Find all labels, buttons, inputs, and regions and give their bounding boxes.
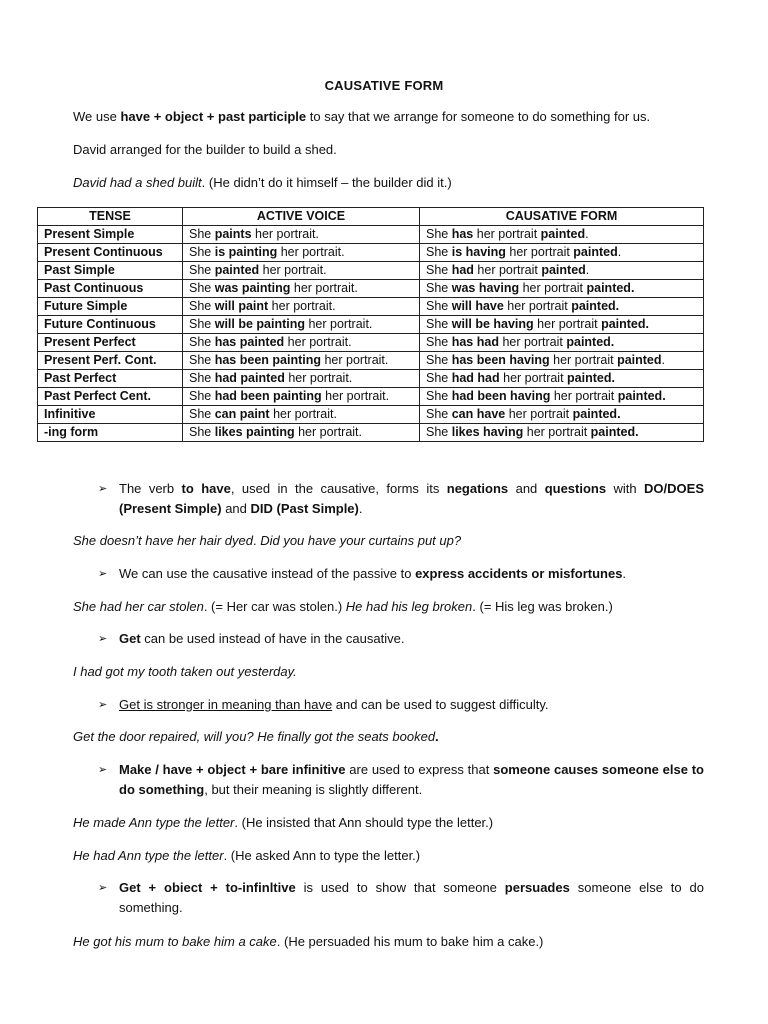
tense-cell: Present Simple — [38, 226, 183, 244]
causative-form-cell: She can have her portrait painted. — [420, 406, 704, 424]
arrow-bullet-icon: ➢ — [98, 699, 108, 711]
active-voice-cell: She will paint her portrait. — [183, 298, 420, 316]
active-voice-cell: She was painting her portrait. — [183, 280, 420, 298]
active-voice-cell: She has painted her portrait. — [183, 334, 420, 352]
table-row — [38, 316, 704, 334]
bullet-text: Make / have + object + bare infinitive are used to express that someone causes someone else to do something, but their meaning is slightly different. — [119, 762, 704, 797]
causative-form-cell: She had her portrait painted. — [420, 262, 704, 280]
causative-form-cell: She was having her portrait painted. — [420, 280, 704, 298]
bullet-get-infinitive — [98, 878, 704, 918]
table-row — [38, 370, 704, 388]
active-voice-cell: She will be painting her portrait. — [183, 316, 420, 334]
bullet-negations-questions — [98, 479, 704, 519]
active-voice-cell: She has been painting her portrait. — [183, 352, 420, 370]
active-voice-cell: She had painted her portrait. — [183, 370, 420, 388]
tense-cell: Past Continuous — [38, 280, 183, 298]
arrow-bullet-icon: ➢ — [98, 568, 108, 580]
table-row — [38, 262, 704, 280]
table-row — [38, 280, 704, 298]
intro-formula: have + object + past participle — [120, 109, 307, 124]
active-voice-cell: She paints her portrait. — [183, 226, 420, 244]
active-voice-cell: She can paint her portrait. — [183, 406, 420, 424]
example-negation-question: She doesn’t have her hair dyed. Did you have your curtains put up? — [73, 533, 462, 548]
table-row — [38, 226, 704, 244]
tense-table — [37, 207, 704, 442]
example-get-stronger: Get the door repaired, will you? He finally got the seats booked. — [73, 729, 439, 744]
causative-form-cell: She has had her portrait painted. — [420, 334, 704, 352]
tense-cell: Past Perfect — [38, 370, 183, 388]
tense-cell: Present Perfect — [38, 334, 183, 352]
example-active: David arranged for the builder to build a shed. — [73, 142, 337, 157]
tense-cell: Future Simple — [38, 298, 183, 316]
active-voice-cell: She likes painting her portrait. — [183, 424, 420, 442]
example-make: He made Ann type the letter. (He insisted that Ann should type the letter.) — [73, 815, 494, 830]
tense-cell: Past Perfect Cent. — [38, 388, 183, 406]
bullet-text: Get can be used instead of have in the causative. — [119, 631, 405, 646]
bullet-text: We can use the causative instead of the passive to express accidents or misfortunes. — [119, 566, 627, 581]
bullet-make-have — [98, 760, 704, 800]
bullet-get-stronger — [98, 695, 704, 715]
table-row — [38, 406, 704, 424]
arrow-bullet-icon: ➢ — [98, 633, 108, 645]
active-voice-cell: She painted her portrait. — [183, 262, 420, 280]
bullet-accidents — [98, 564, 704, 584]
example-get: I had got my tooth taken out yesterday. — [73, 664, 297, 679]
intro-text-end: to say that we arrange for someone to do something for us. — [306, 109, 651, 124]
table-row — [38, 388, 704, 406]
header-tense: TENSE — [38, 208, 183, 226]
example-causative-italic: David had a shed built — [73, 175, 202, 190]
tense-cell: Infinitive — [38, 406, 183, 424]
active-voice-cell: She is painting her portrait. — [183, 244, 420, 262]
header-causative-form: CAUSATIVE FORM — [420, 208, 704, 226]
page-title: CAUSATIVE FORM — [324, 78, 444, 93]
header-active-voice: ACTIVE VOICE — [183, 208, 420, 226]
table-row — [38, 352, 704, 370]
example-have: He had Ann type the letter. (He asked Ann to type the letter.) — [73, 848, 421, 863]
causative-form-cell: She has her portrait painted. — [420, 226, 704, 244]
example-get-infinitive: He got his mum to bake him a cake. (He persuaded his mum to bake him a cake.) — [73, 934, 544, 949]
causative-form-cell: She had been having her portrait painted. — [420, 388, 704, 406]
causative-form-cell: She had had her portrait painted. — [420, 370, 704, 388]
active-voice-cell: She had been painting her portrait. — [183, 388, 420, 406]
tense-cell: Past Simple — [38, 262, 183, 280]
bullet-text: The verb to have, used in the causative, forms its negations and questions with DO/DOES (Present Simple) and DID (Past Simple). — [119, 481, 705, 516]
tense-cell: -ing form — [38, 424, 183, 442]
tense-cell: Present Continuous — [38, 244, 183, 262]
bullet-get — [98, 629, 704, 649]
tense-cell: Future Continuous — [38, 316, 183, 334]
bullet-text: Get is stronger in meaning than have and can be used to suggest difficulty. — [119, 697, 549, 712]
table-row — [38, 298, 704, 316]
example-causative-note: . (He didn’t do it himself – the builder did it.) — [201, 175, 452, 190]
bullet-text: Get + obiect + to-infinltive is used to show that someone persuades someone else to do something. — [119, 880, 704, 915]
intro-text: We use — [73, 109, 121, 124]
table-row — [38, 244, 704, 262]
intro-paragraph — [73, 107, 703, 127]
table-body — [38, 226, 704, 442]
table-row — [38, 334, 704, 352]
arrow-bullet-icon: ➢ — [98, 483, 108, 495]
arrow-bullet-icon: ➢ — [98, 764, 108, 776]
example-causative — [73, 173, 703, 193]
causative-form-cell: She will be having her portrait painted. — [420, 316, 704, 334]
causative-form-cell: She is having her portrait painted. — [420, 244, 704, 262]
causative-form-cell: She likes having her portrait painted. — [420, 424, 704, 442]
causative-form-cell: She has been having her portrait painted. — [420, 352, 704, 370]
table-header-row — [38, 208, 704, 226]
causative-form-cell: She will have her portrait painted. — [420, 298, 704, 316]
table-row — [38, 424, 704, 442]
tense-cell: Present Perf. Cont. — [38, 352, 183, 370]
arrow-bullet-icon: ➢ — [98, 882, 108, 894]
example-accidents: She had her car stolen. (= Her car was stolen.) He had his leg broken. (= His leg was broken.) — [73, 599, 613, 614]
